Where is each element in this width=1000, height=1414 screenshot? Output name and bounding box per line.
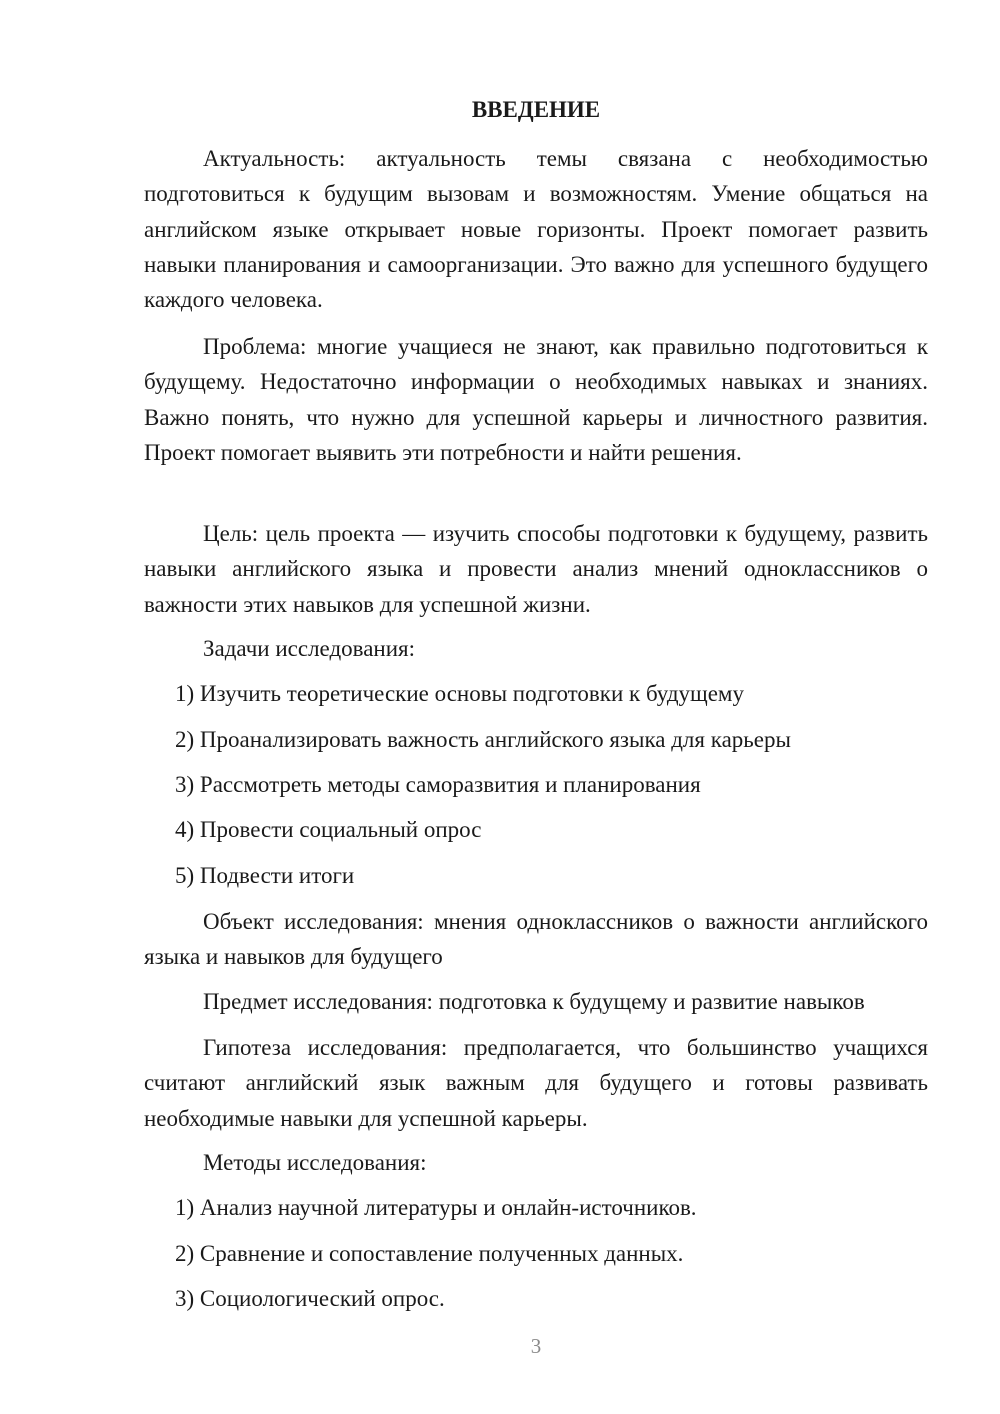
methods-heading: Методы исследования:: [203, 1150, 427, 1175]
tasks-heading: Задачи исследования:: [203, 636, 416, 661]
task-item-1: 1) Изучить теоретические основы подготовки к будущему: [175, 681, 744, 706]
subject-paragraph: Предмет исследования: подготовка к будущему и развитие навыков: [203, 989, 865, 1014]
method-item-1: 1) Анализ научной литературы и онлайн-источников.: [175, 1195, 697, 1220]
method-item-3: 3) Социологический опрос.: [175, 1286, 445, 1311]
task-item-4: 4) Провести социальный опрос: [175, 817, 482, 842]
problem-paragraph: Проблема: многие учащиеся не знают, как правильно подготовиться к будущему. Недостаточно информации о необходимых навыках и знаниях. Важно понять, что нужно для успешной карьеры и личностного развития. Проект помогает выявить эти потребности и найти решения.: [144, 334, 928, 465]
task-item-3: 3) Рассмотреть методы саморазвития и планирования: [175, 772, 701, 797]
goal-paragraph: Цель: цель проекта — изучить способы подготовки к будущему, развить навыки английского языка и провести анализ мнений одноклассников о важности этих навыков для успешной жизни.: [144, 521, 928, 617]
object-paragraph: Объект исследования: мнения одноклассников о важности английского языка и навыков для будущего: [144, 909, 928, 970]
page-title: ВВЕДЕНИЕ: [471, 97, 601, 122]
task-item-2: 2) Проанализировать важность английского языка для карьеры: [175, 727, 791, 752]
task-item-5: 5) Подвести итоги: [175, 863, 355, 888]
page-number: 3: [530, 1334, 542, 1358]
hypothesis-paragraph: Гипотеза исследования: предполагается, что большинство учащихся считают английский язык важным для будущего и готовы развивать необходимые навыки для успешной карьеры.: [144, 1035, 928, 1131]
method-item-2: 2) Сравнение и сопоставление полученных данных.: [175, 1241, 684, 1266]
relevance-paragraph: Актуальность: актуальность темы связана с необходимостью подготовиться к будущим вызовам и возможностям. Умение общаться на английском языке открывает новые горизонты. Проект помогает развить навыки планирования и самоорганизации. Это важно для успешного будущего каждого человека.: [144, 146, 928, 313]
